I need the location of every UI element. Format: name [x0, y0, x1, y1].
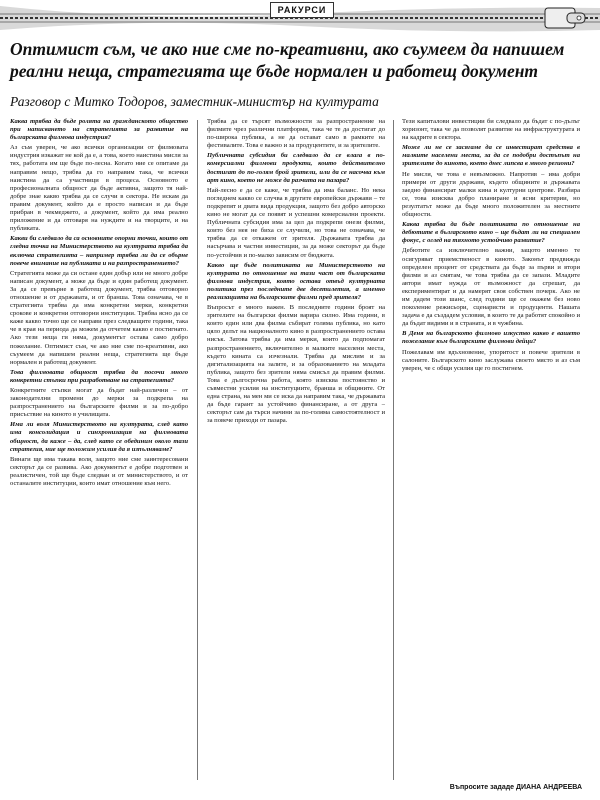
interview-answer: Конкретните стъпки могат да бъдат най-различни – от законодателни промени до мерки за подкрепа на разпространението на българските филми и за по-добро присъствие на киното в училищата. [10, 387, 188, 419]
column-divider [393, 120, 394, 780]
interview-question: Има ли воля Министерството на културата, след като има консолидация и синхронизация на филмовата общност, да каже – да, след като се обединим около тази стратегия, ние ще положим усилия да я изпълняваме? [10, 421, 188, 453]
byline: Въпросите зададе ДИАНА АНДРЕЕВА [449, 784, 582, 791]
interview-question: Какви би следвало да са основните опорни точки, които от гледна точка на Министерството на културата трябва да включва стратегията – например трябва ли да се обърне повече внимание на публиката и на разпространението? [10, 235, 188, 267]
text-column-1 [10, 118, 188, 784]
section-rubric: РАКУРСИ [270, 2, 334, 18]
interview-answer: Не мисля, че това е невъзможно. Напротив – има добри примери от други държави, където общините и държавата заедно финансират малки кина и културни центрове. Разбира се, това изисква добро планиране и ясни критерии, но резултатът може да бъде много положителен за местните общности. [402, 170, 580, 219]
interview-question: Това филмовата общност трябва да посочи много конкретни стъпки при разработване на стратегията? [10, 368, 188, 384]
text-column-2 [207, 118, 385, 784]
article-subheadline: Разговор с Митко Тодоров, заместник-министър на културата [10, 94, 379, 109]
text-column-3 [402, 118, 580, 784]
interview-question: Каква трябва да бъде ролята на гражданското общество при написването на стратегията за развитие на българската филмова индустрия? [10, 118, 188, 142]
article-headline: Оптимист съм, че ако ние сме по-креативни, ако съумеем да напишем реални неща, стратегията ще бъде нормален и работещ документ [10, 39, 565, 81]
column-divider [197, 120, 198, 780]
interview-answer: Винаги ще има такава воля, защото ние сме заинтересовани секторът да се развива. Ако документът е добре подготвен и реалистичен, той ще бъде следван и от министерството, и от останалите институции, които имат отношение към него. [10, 455, 188, 488]
interview-answer: Тези капиталови инвестиции би следвало да бъдат с по-дълъг хоризонт, така че да позволят развитие на инфраструктурата и на кадрите в сектора. [402, 118, 580, 142]
interview-answer: Най-лесно е да се каже, че трябва да има баланс. Но нека погледнем какво се случва в другите европейски държави – те подкрепят и двата вида продукция, защото без добро авторско кино не могат да се появят и успешни комерсиални проекти. Публичната субсидия има за цел да подкрепи онези филми, които без нея не биха се случили, но това не означава, че трябва да се откажем от зрителя. Държавата трябва да насърчава и частни инвестиции, за да може секторът да бъде по-устойчив и по-малко зависим от бюджета. [207, 186, 385, 259]
interview-question: В Деня на българското филмово изкуство какво е вашето пожелание към българските филмови дейци? [402, 330, 580, 346]
interview-answer: Стратегията може да си остане един добър или не много добре написан документ, а може да бъде и един работещ документ. За да се превърне в работещ документ, трябва отговорно отношение и от държавата, и от бранша. Това означава, че в стратегията трябва да има конкретни мерки, конкретни срокове и конкретни отговорни институции. Трябва ясно да се каже какво точно ще се направи през следващите години, така че в края на периода да можем да отчетем какво е постигнато. Ако тези неща ги няма, документът остава само добро пожелание. Оптимист съм, че ако ние сме по-креативни, ако съумеем да напишем реални неща, стратегията ще бъде нормален и работещ документ. [10, 269, 188, 366]
interview-question: Какво ще бъде политиката на Министерството на културата по отношение на тази част от българската филмова индустрия, която остава отвъд културната политика през последните две десетилетия, а именно реализацията на българските филми пред зрителя? [207, 261, 385, 301]
interview-question: Публичната субсидия би следвало да се влага в по-комерсиални филмови продукти, които действително достигат до по-голям брой зрители, или да се насочва към арт кино, което не може да разчита на пазара? [207, 152, 385, 184]
interview-answer: Трябва да се търсят възможности за разпространение на филмите чрез различни платформи, така че те да достигат до по-широка публика, а не да остават само в рамките на фестивалите. Това е важно и за продуцентите, и за зрителите. [207, 118, 385, 150]
interview-question: Може ли не се засягаме да се инвестират средства в малките населени места, за да се подобри достъпът на зрителите до киното, което днес липсва в много региони? [402, 144, 580, 168]
interview-answer: Въпросът е много важен. В последните години броят на зрителите на български филми варира силно. Има години, в които един или два филма събират голяма публика, но като цяло делът на националното кино в разпространението остава нисък. Затова трябва да има мерки, които да подпомагат разпространението, включително в малките населени места, където кината са изчезнали. Трябва да мислим и за дигитализацията на залите, и за образованието на младата публика, защото без зрители няма смисъл да правим филми. Това е дългосрочна работа, която изисква постоянство и съвместни усилия на институциите, бранша и общините. От една страна, на мен ми се иска да направим така, че държавата да бъде гарант за устойчиво финансиране, а от друга – секторът сам да търси начини за по-голяма самостоятелност и за повече приходи от пазара. [207, 304, 385, 425]
interview-question: Каква трябва да бъде политиката по отношение на дебютите в българското кино – ще бъдат ли на специален фокус, с оглед на тяхното устойчиво развитие? [402, 221, 580, 245]
interview-answer: Пожелавам им вдъхновение, упоритост и повече зрители в салоните. Българското кино заслужава своето място и аз съм уверен, че с общи усилия ще го постигнем. [402, 348, 580, 372]
interview-answer: Дебютите са изключително важни, защото именно те осигуряват приемственост в киното. Законът предвижда определен процент от средствата да бъде за първи и втори филми и аз смятам, че това трябва да се запази. Младите автори имат нужда от възможност да сгрешат, да експериментират и да намерят своя собствен почерк. Ако не им дадем този шанс, след години ще се окажем без ново поколение режисьори, сценаристи и продуценти. Нашата задача е да създадем условия, в които те да работят спокойно и да бъдат видими и в страната, и в чужбина. [402, 247, 580, 328]
interview-answer: Аз съм уверен, че ако всички организации от филмовата индустрия изкажат не кой да е, а това, което наистина мисля за тях, работата им ще бъде по-лесна. Когато ние се опитаме да направим нещо, трябва да го направим така, че всички наистина да са участници в процеса. Основното е професионалната общност да бъде активна, защото тя най-добре знае какво трябва да се случи в сектора. Не искам да правим документ, който да е просто написан и да бъде прибран в чекмеджето, а документ, който да има реално приложение и да отговаря на нуждите и на творците, и на публиката. [10, 144, 188, 233]
